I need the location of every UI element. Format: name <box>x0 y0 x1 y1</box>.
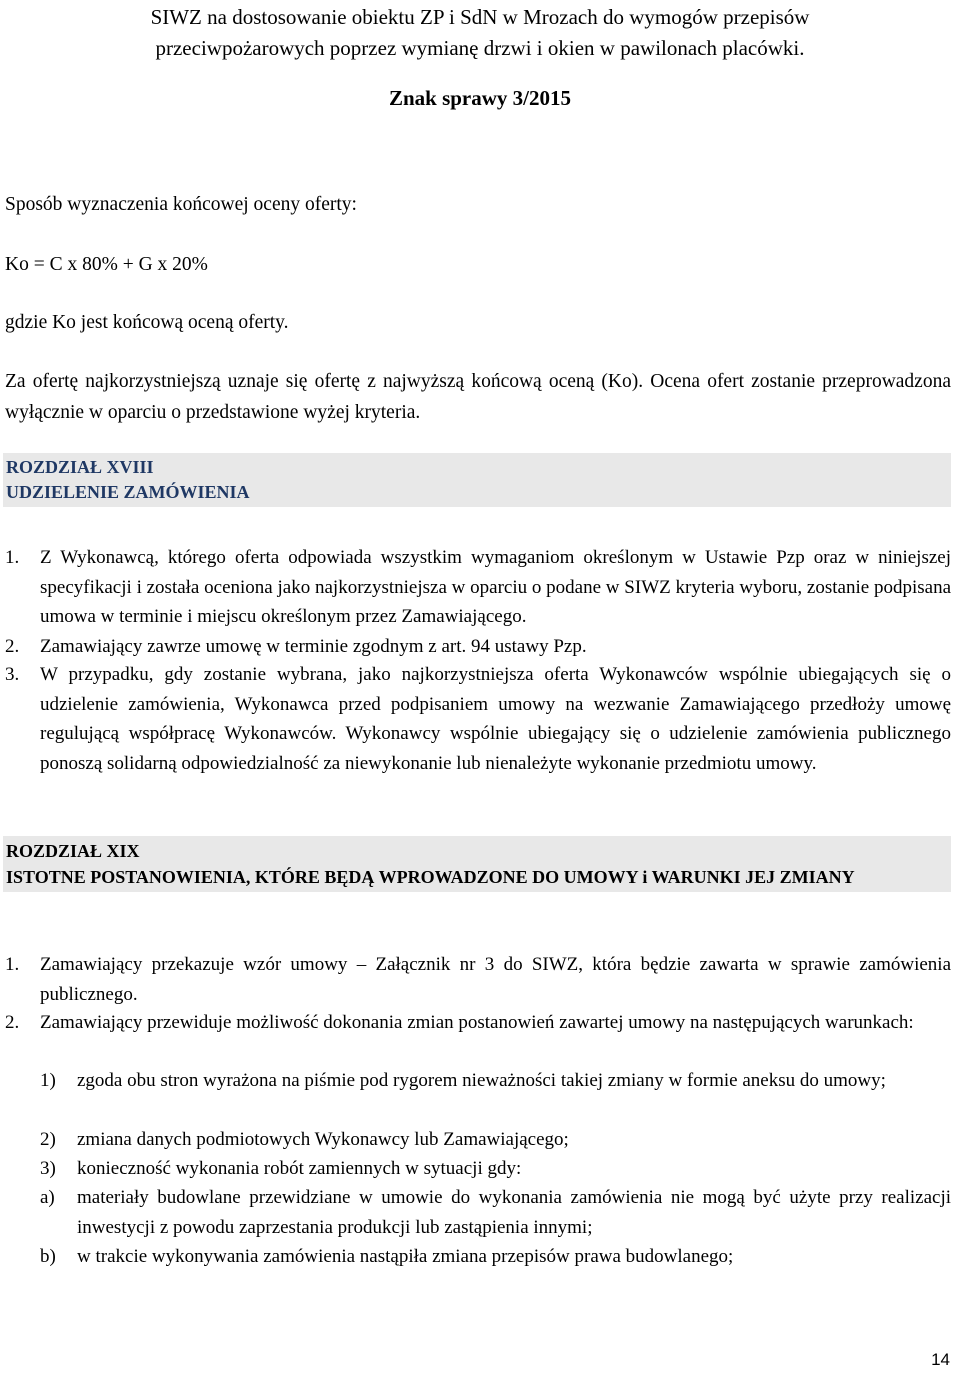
chapter-19-title: ROZDZIAŁ XIX <box>6 841 140 861</box>
method-winner: Za ofertę najkorzystniejszą uznaje się ofertę z najwyższą końcową oceną (Ko). Ocena ofert zostanie przeprowadzona wyłącznie w oparciu o przedstawione wyżej kryteria. <box>5 371 951 423</box>
chapter-19-heading <box>3 836 951 892</box>
list-item <box>5 950 951 1009</box>
list-item-text: Zamawiający zawrze umowę w terminie zgodnym z art. 94 ustawy Pzp. <box>40 636 587 657</box>
list-item <box>5 632 951 662</box>
sub-list-item-number: 3) <box>40 1158 56 1179</box>
list-item-number: 2. <box>5 636 20 657</box>
header-line-2: przeciwpożarowych poprzez wymianę drzwi i okien w pawilonach placówki. <box>155 36 805 60</box>
list-item-number: 1. <box>5 547 20 568</box>
list-item-number: 1. <box>5 954 20 975</box>
sub-list-item <box>5 1154 951 1184</box>
sub-list-item-number: 1) <box>40 1070 56 1091</box>
method-where: gdzie Ko jest końcową oceną oferty. <box>5 312 289 333</box>
list-item-text: Zamawiający przekazuje wzór umowy – Załącznik nr 3 do SIWZ, która będzie zawarta w sprawie zamówienia publicznego. <box>40 954 951 1005</box>
sub-list-item <box>5 1125 951 1155</box>
sub-list-item <box>5 1242 951 1272</box>
list-item <box>5 1008 951 1038</box>
page-number: 14 <box>931 1350 950 1369</box>
sub-list-item-text: konieczność wykonania robót zamiennych w sytuacji gdy: <box>77 1158 522 1179</box>
case-number: Znak sprawy 3/2015 <box>388 86 572 110</box>
sub-list-item-text: w trakcie wykonywania zamówienia nastąpiła zmiana przepisów prawa budowlanego; <box>77 1246 734 1267</box>
sub-list-item-text: zmiana danych podmiotowych Wykonawcy lub Zamawiającego; <box>77 1129 569 1150</box>
sub-list-item-number: 2) <box>40 1129 56 1150</box>
sub-list-item-number: b) <box>40 1246 56 1267</box>
list-item-number: 3. <box>5 664 20 685</box>
chapter-18-subtitle: UDZIELENIE ZAMÓWIENIA <box>6 482 250 502</box>
list-item <box>5 543 951 632</box>
chapter-19-subtitle: ISTOTNE POSTANOWIENIA, KTÓRE BĘDĄ WPROWADZONE DO UMOWY i WARUNKI JEJ ZMIANY <box>6 867 855 887</box>
document-header <box>0 2 960 64</box>
list-item <box>5 660 951 778</box>
sub-list-item-text: materiały budowlane przewidziane w umowie do wykonania zamówienia nie mogą być użyte przy realizacji inwestycji z powodu zaprzestania produkcji lub zastąpienia innymi; <box>77 1187 951 1238</box>
list-item-text: Zamawiający przewiduje możliwość dokonania zmian postanowień zawartej umowy na następujących warunkach: <box>40 1012 914 1033</box>
list-item-text: W przypadku, gdy zostanie wybrana, jako najkorzystniejsza oferta Wykonawców wspólnie ubiegających się o udzielenie zamówienia, Wykonawca przed podpisaniem umowy na wezwanie Zamawiającego przedłoży umowę regulującą współpracę Wykonawców. Wykonawcy wspólnie ubiegający się o udzielenie zamówienia publicznego ponoszą solidarną odpowiedzialność za niewykonanie lub nienależyte wykonanie przedmiotu umowy. <box>40 664 951 774</box>
sub-list-item <box>5 1183 951 1242</box>
sub-list-item <box>5 1066 951 1096</box>
sub-list-item-number: a) <box>40 1187 55 1208</box>
list-item-number: 2. <box>5 1012 20 1033</box>
list-item-text: Z Wykonawcą, którego oferta odpowiada wszystkim wymaganiom określonym w Ustawie Pzp oraz w niniejszej specyfikacji i została oceniona jako najkorzystniejsza w oparciu o podane w SIWZ kryteria wyboru, zostanie podpisana umowa w terminie i miejscu określonym przez Zamawiającego. <box>40 547 951 627</box>
method-formula: Ko = C x 80% + G x 20% <box>5 254 208 275</box>
header-line-1: SIWZ na dostosowanie obiektu ZP i SdN w Mrozach do wymogów przepisów <box>150 5 810 29</box>
method-intro: Sposób wyznaczenia końcowej oceny oferty: <box>5 194 357 215</box>
sub-list-item-text: zgoda obu stron wyrażona na piśmie pod rygorem nieważności takiej zmiany w formie aneksu do umowy; <box>77 1070 886 1091</box>
chapter-18-title: ROZDZIAŁ XVIII <box>6 457 154 477</box>
chapter-18-heading <box>3 453 951 507</box>
